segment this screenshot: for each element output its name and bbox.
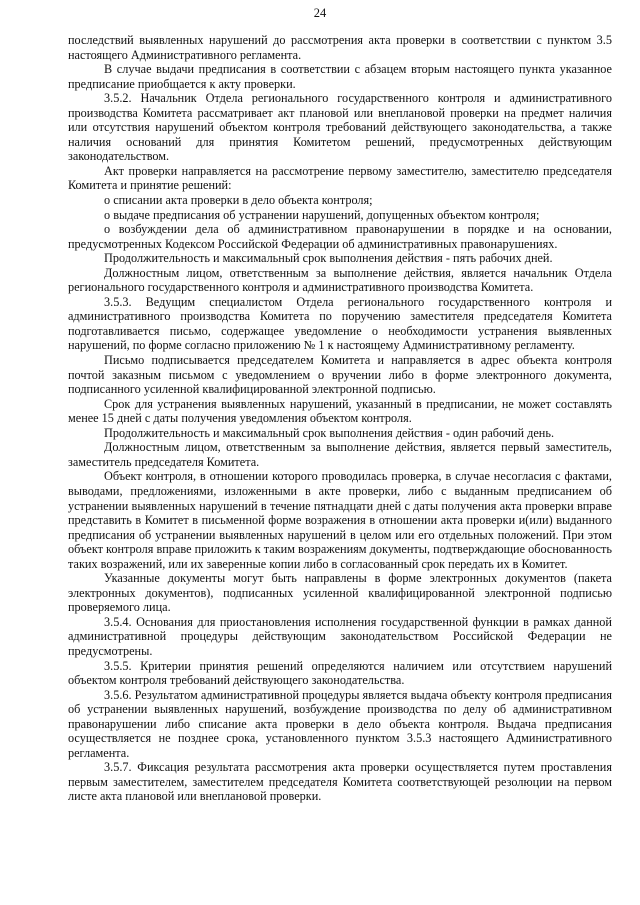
paragraph: 3.5.5. Критерии принятия решений определяются наличием или отсутствием нарушений объектом контроля требований действующего законодательства. <box>68 658 612 688</box>
paragraph: В случае выдачи предписания в соответствии с абзацем вторым настоящего пункта указанное предписание приобщается к акту проверки. <box>68 62 612 91</box>
paragraph: 3.5.6. Результатом административной процедуры является выдача объекту контроля предписания об устранении выявленных нарушений, возбуждение производства по делу об административном правонарушении либо списание акта проверки в дело объекта контроля. Выдача предписания осуществляется не позднее срока, установленного пунктом 3.5.3 настоящего Административного регламента. <box>68 687 612 760</box>
list-item: о возбуждении дела об административном правонарушении в порядке и на основании, предусмотренных Кодексом Российской Федерации об административных правонарушениях. <box>68 222 612 251</box>
paragraph: Акт проверки направляется на рассмотрение первому заместителю, заместителю председателя Комитета и принятие решений: <box>68 163 612 193</box>
document-body <box>68 33 612 804</box>
paragraph: Письмо подписывается председателем Комитета и направляется в адрес объекта контроля почтой заказным письмом с уведомлением о вручении либо в форме электронного документа, подписанного усиленной квалифицированной электронной подписью. <box>68 353 612 397</box>
list-item: о выдаче предписания об устранении нарушений, допущенных объектом контроля; <box>104 207 540 222</box>
paragraph: 3.5.7. Фиксация результата рассмотрения акта проверки осуществляется путем проставления первым заместителем, заместителем председателя Комитета соответствующей резолюции на первом листе акта плановой или внеплановой проверки. <box>68 760 612 804</box>
paragraph: Должностным лицом, ответственным за выполнение действия, является начальник Отдела регионального государственного контроля и административного производства Комитета. <box>68 265 612 295</box>
paragraph: 3.5.3. Ведущим специалистом Отдела регионального государственного контроля и административного производства Комитета по поручению заместителя председателя Комитета подготавливается письмо, содержащее уведомление о необходимости устранения выявленных нарушений, по форме согласно приложению № 1 к настоящему Административному регламенту. <box>68 294 612 353</box>
paragraph: Объект контроля, в отношении которого проводилась проверка, в случае несогласия с фактами, выводами, предложениями, изложенными в акте проверки, либо с выданным предписанием об устранении выявленных нарушений в течение пятнадцати дней с даты получения акта проверки вправе представить в Комитет в письменной форме возражения в отношении акта проверки и(или) выданного предписания об устранении выявленных нарушений в целом или его отдельных положений. При этом объект контроля вправе приложить к таким возражениям документы, подтверждающие обоснованность таких возражений, или их заверенные копии либо в согласованный срок передать их в Комитет. <box>68 469 612 571</box>
paragraph: Указанные документы могут быть направлены в форме электронных документов (пакета электронных документов), подписанных усиленной квалифицированной электронной подписью проверяемого лица. <box>68 571 612 615</box>
paragraph: 3.5.4. Основания для приостановления исполнения государственной функции в рамках данной административной процедуры действующим законодательством Российской Федерации не предусмотрены. <box>68 614 612 658</box>
paragraph: Продолжительность и максимальный срок выполнения действия - пять рабочих дней. <box>104 251 553 266</box>
list-item: о списании акта проверки в дело объекта контроля; <box>104 193 373 208</box>
paragraph: последствий выявленных нарушений до рассмотрения акта проверки в соответствии с пунктом 3.5 настоящего Административного регламента. <box>68 33 612 62</box>
paragraph: Должностным лицом, ответственным за выполнение действия, является первый заместитель, заместитель председателя Комитета. <box>68 440 612 469</box>
page-number: 24 <box>313 6 327 20</box>
paragraph: 3.5.2. Начальник Отдела регионального государственного контроля и административного производства Комитета рассматривает акт плановой или внеплановой проверки на предмет наличия или отсутствия нарушений объектом контроля требований действующего законодательства, а также наличия оснований для принятия Комитетом решений, предусмотренных действующим законодательством. <box>68 91 612 164</box>
paragraph: Срок для устранения выявленных нарушений, указанный в предписании, не может составлять менее 15 дней с даты получения уведомления объектом контроля. <box>68 396 612 426</box>
paragraph: Продолжительность и максимальный срок выполнения действия - один рабочий день. <box>104 425 555 440</box>
